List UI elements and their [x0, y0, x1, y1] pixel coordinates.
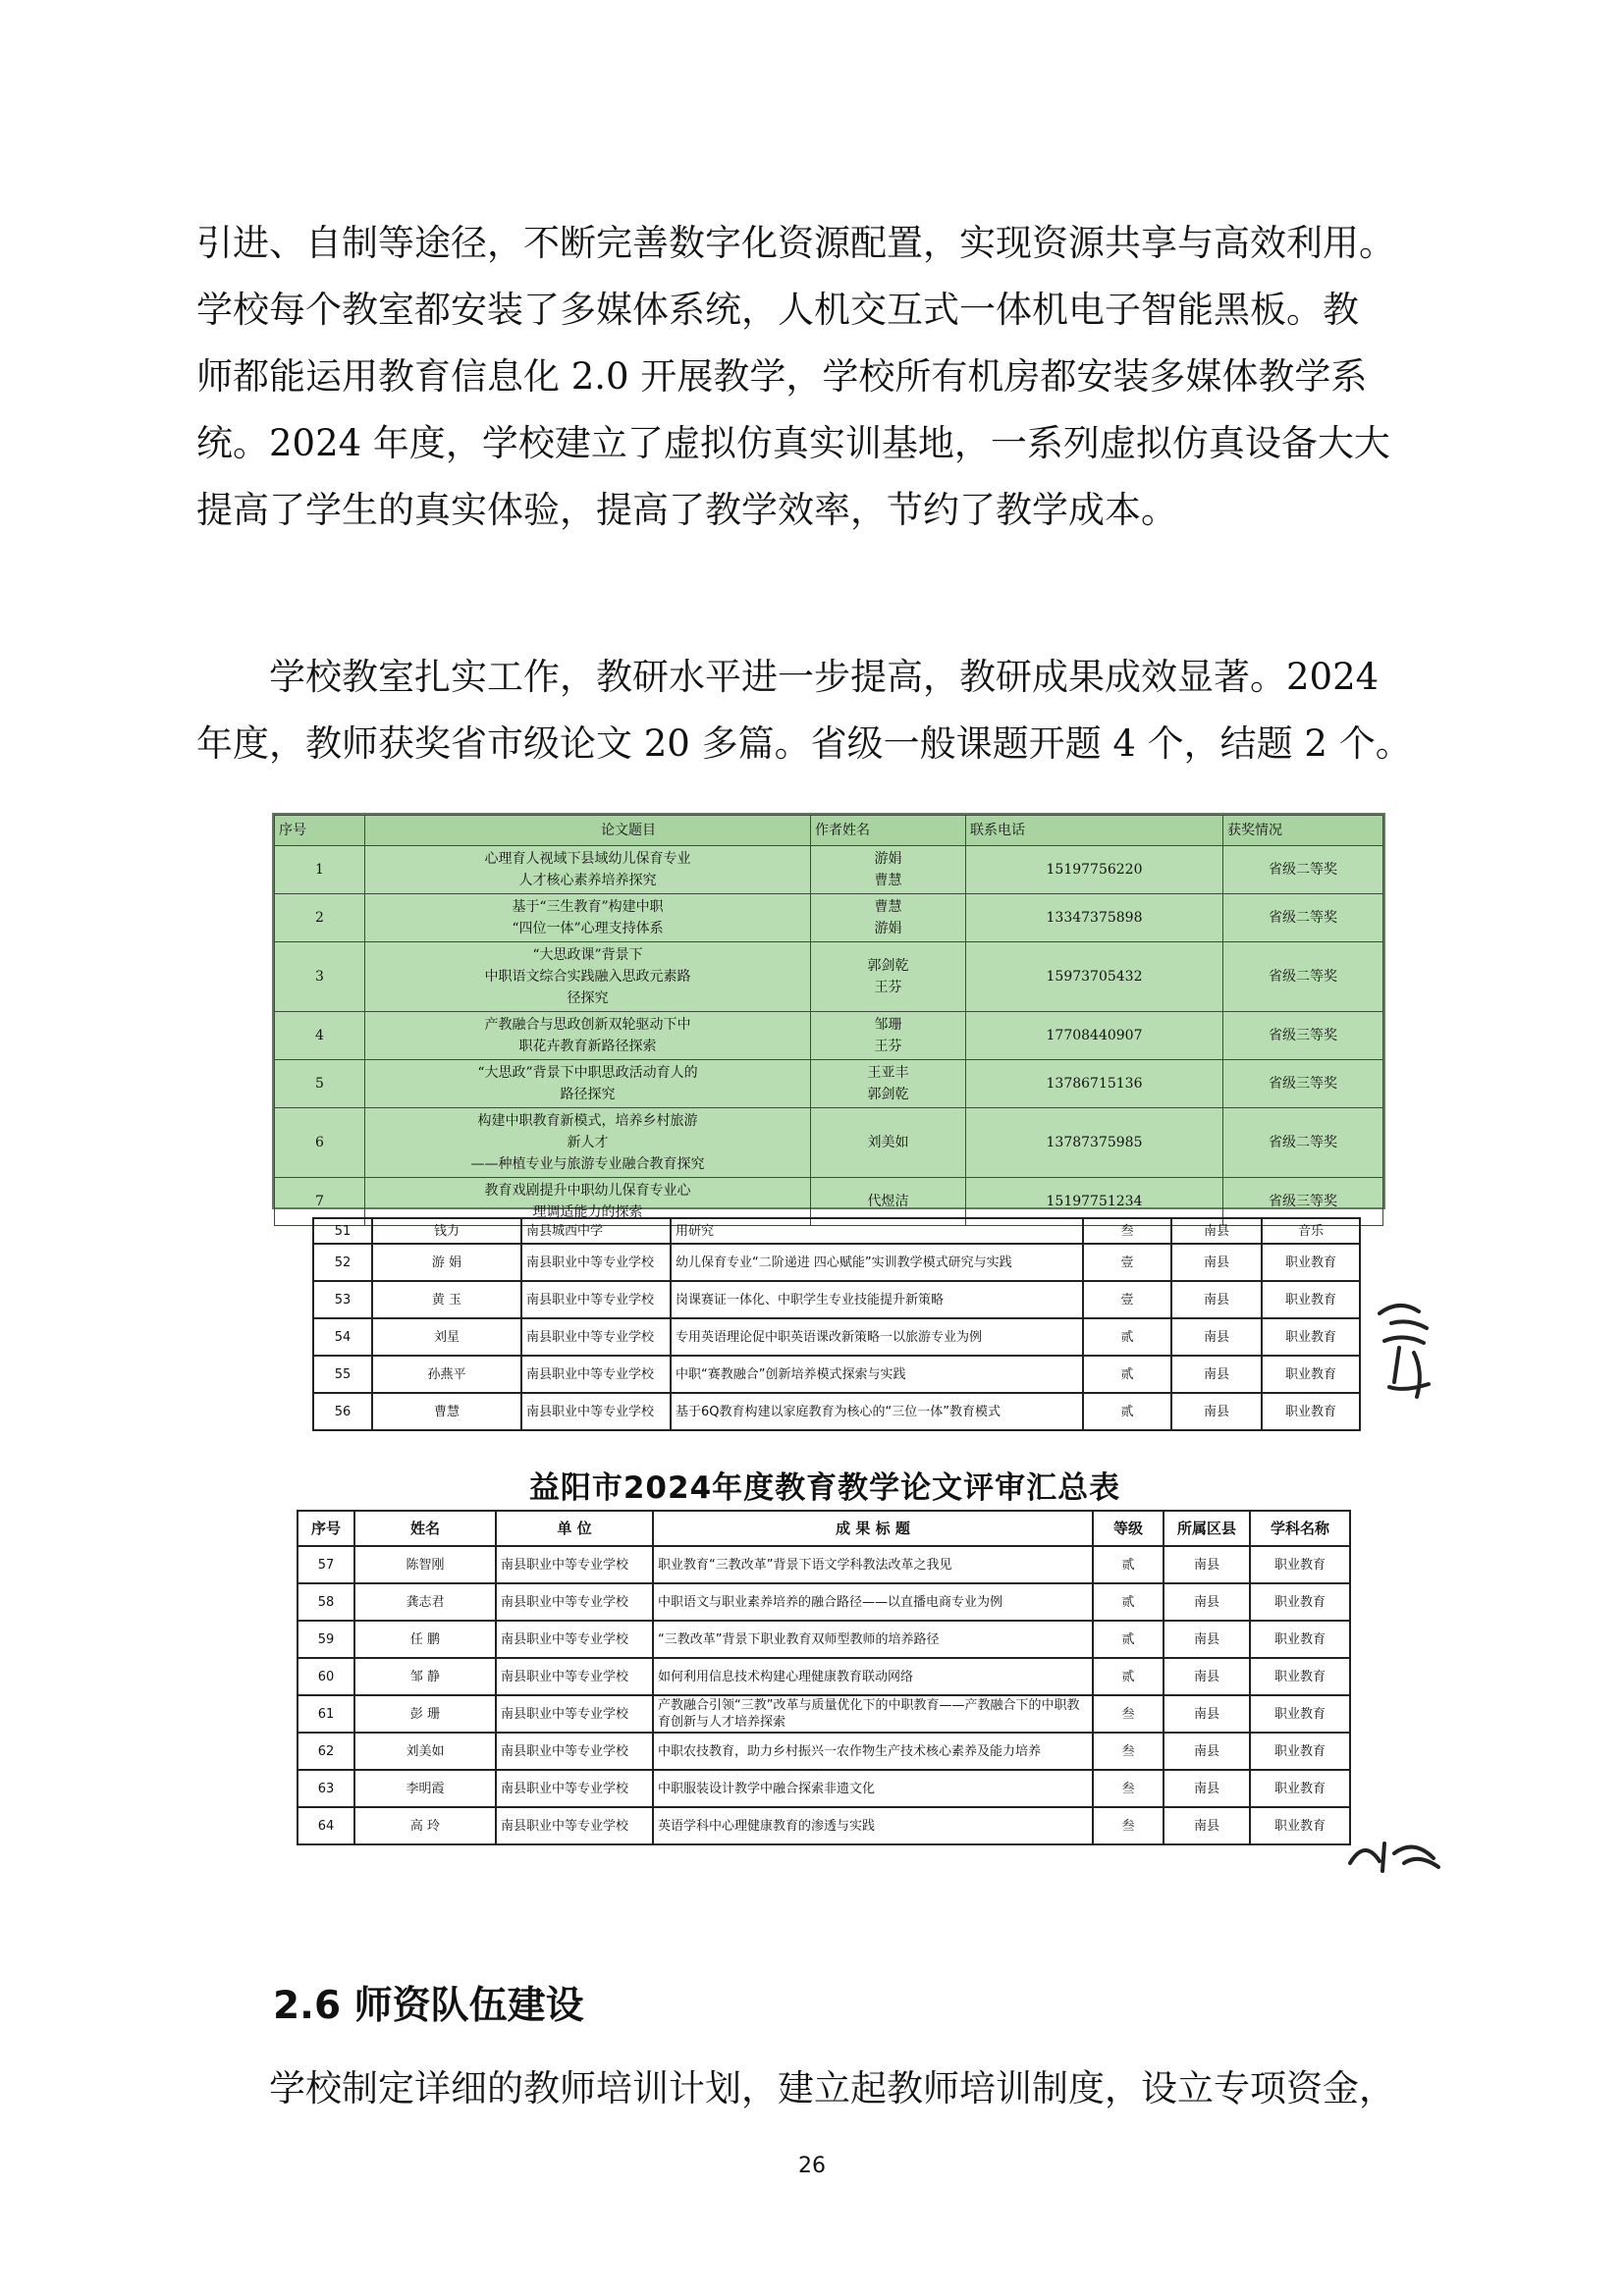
county: 南县 [1171, 1281, 1262, 1318]
author-name: 陈智刚 [354, 1546, 496, 1583]
result-title: 产教融合引领“三教”改革与质量优化下的中职教育——产教融合下的中职教育创新与人才培养探索 [653, 1695, 1093, 1733]
table-row [313, 1244, 1360, 1281]
author-name: 孙燕平 [372, 1356, 521, 1393]
county: 南县 [1164, 1546, 1250, 1583]
phone-number: 13347375898 [966, 894, 1223, 942]
county: 南县 [1164, 1770, 1250, 1807]
award-level: 省级三等奖 [1223, 1178, 1383, 1226]
unit-name: 南县职业中等专业学校 [521, 1281, 671, 1318]
unit-name: 南县职业中等专业学校 [496, 1546, 653, 1583]
county: 南县 [1164, 1807, 1250, 1844]
column-header: 姓名 [354, 1511, 496, 1546]
body-paragraph-3 [196, 2056, 1463, 2122]
grade: 贰 [1093, 1658, 1164, 1695]
result-title: 中职“赛教融合”创新培养模式探索与实践 [671, 1356, 1083, 1393]
result-title: 中职语文与职业素养培养的融合路径——以直播电商专业为例 [653, 1583, 1093, 1621]
row-number: 6 [275, 1108, 365, 1178]
grade: 壹 [1083, 1281, 1171, 1318]
row-number: 57 [298, 1546, 354, 1583]
row-number: 3 [275, 942, 365, 1012]
row-number: 52 [313, 1244, 372, 1281]
paper-title: “大思政”背景下中职思政活动育人的 路径探究 [365, 1060, 811, 1108]
unit-name: 南县城西中学 [521, 1218, 671, 1244]
award-level: 省级三等奖 [1223, 1012, 1383, 1060]
row-number: 61 [298, 1695, 354, 1733]
result-title: “三教改革”背景下职业教育双师型教师的培养路径 [653, 1621, 1093, 1658]
phone-number: 13787375985 [966, 1108, 1223, 1178]
body-paragraph-1 [196, 210, 1463, 544]
subject: 职业教育 [1262, 1393, 1360, 1430]
author-name: 邹 静 [354, 1658, 496, 1695]
subject: 职业教育 [1262, 1244, 1360, 1281]
unit-name: 南县职业中等专业学校 [496, 1621, 653, 1658]
row-number: 63 [298, 1770, 354, 1807]
county: 南县 [1171, 1393, 1262, 1430]
row-number: 64 [298, 1807, 354, 1844]
author-names: 游娟 曹慧 [811, 846, 966, 894]
text-line: 统。2024 年度，学校建立了虚拟仿真实训基地，一系列虚拟仿真设备大大 [196, 422, 1390, 464]
grade: 贰 [1093, 1546, 1164, 1583]
handwritten-signature [1345, 1834, 1443, 1873]
table-header-row [275, 816, 1383, 846]
row-number: 4 [275, 1012, 365, 1060]
grade: 贰 [1083, 1393, 1171, 1430]
table-row [298, 1695, 1350, 1733]
text-line: 引进、自制等途径，不断完善数字化资源配置，实现资源共享与高效利用。 [196, 222, 1395, 264]
table-row [313, 1393, 1360, 1430]
unit-name: 南县职业中等专业学校 [521, 1356, 671, 1393]
author-names: 代煜洁 [811, 1178, 966, 1226]
author-name: 游 娟 [372, 1244, 521, 1281]
paper-title: 产教融合与思政创新双轮驱动下中 职花卉教育新路径探索 [365, 1012, 811, 1060]
grade: 叁 [1093, 1733, 1164, 1770]
unit-name: 南县职业中等专业学校 [496, 1583, 653, 1621]
row-number: 51 [313, 1218, 372, 1244]
row-number: 53 [313, 1281, 372, 1318]
unit-name: 南县职业中等专业学校 [496, 1770, 653, 1807]
column-header: 等级 [1093, 1511, 1164, 1546]
row-number: 60 [298, 1658, 354, 1695]
author-name: 刘美如 [354, 1733, 496, 1770]
subject: 职业教育 [1250, 1546, 1350, 1583]
phone-number: 15197756220 [966, 846, 1223, 894]
table-row [313, 1356, 1360, 1393]
row-number: 5 [275, 1060, 365, 1108]
table-row [313, 1218, 1360, 1244]
result-title: 职业教育“三教改革”背景下语文学科教法改革之我见 [653, 1546, 1093, 1583]
grade: 叁 [1093, 1770, 1164, 1807]
subject: 职业教育 [1250, 1695, 1350, 1733]
column-header: 单 位 [496, 1511, 653, 1546]
table-row [298, 1583, 1350, 1621]
award-level: 省级三等奖 [1223, 1060, 1383, 1108]
table-row [298, 1770, 1350, 1807]
result-title: 基于6Q教育构建以家庭教育为核心的“三位一体”教育模式 [671, 1393, 1083, 1430]
award-level: 省级二等奖 [1223, 942, 1383, 1012]
row-number: 56 [313, 1393, 372, 1430]
author-names: 曹慧 游娟 [811, 894, 966, 942]
grade: 壹 [1083, 1244, 1171, 1281]
award-level: 省级二等奖 [1223, 1108, 1383, 1178]
paper-title: 构建中职教育新模式，培养乡村旅游 新人才 ——种植专业与旅游专业融合教育探究 [365, 1108, 811, 1178]
author-name: 刘星 [372, 1318, 521, 1356]
column-header: 作者姓名 [811, 816, 966, 846]
body-paragraph-2 [196, 644, 1463, 777]
grade: 贰 [1093, 1621, 1164, 1658]
subject: 职业教育 [1250, 1583, 1350, 1621]
row-number: 58 [298, 1583, 354, 1621]
author-name: 李明霞 [354, 1770, 496, 1807]
subject: 音乐 [1262, 1218, 1360, 1244]
row-number: 59 [298, 1621, 354, 1658]
subject: 职业教育 [1250, 1733, 1350, 1770]
section-heading: 2.6 师资队伍建设 [273, 1984, 584, 2028]
result-title: 幼儿保育专业“二阶递进 四心赋能”实训教学模式研究与实践 [671, 1244, 1083, 1281]
table-row [313, 1318, 1360, 1356]
result-title: 中职农技教育，助力乡村振兴一农作物生产技术核心素养及能力培养 [653, 1733, 1093, 1770]
county: 南县 [1164, 1621, 1250, 1658]
author-name: 高 玲 [354, 1807, 496, 1844]
county: 南县 [1164, 1583, 1250, 1621]
table-row [298, 1621, 1350, 1658]
column-header: 序号 [298, 1511, 354, 1546]
column-header: 论文题目 [365, 816, 811, 846]
page-number: 26 [798, 2154, 826, 2178]
row-number: 1 [275, 846, 365, 894]
row-number: 7 [275, 1178, 365, 1226]
county: 南县 [1171, 1244, 1262, 1281]
award-level: 省级二等奖 [1223, 894, 1383, 942]
text-line: 师都能运用教育信息化 2.0 开展教学，学校所有机房都安装多媒体教学系 [196, 355, 1368, 398]
text-line: 提高了学生的真实体验，提高了教学效率，节约了教学成本。 [196, 489, 1177, 531]
text-line: 学校每个教室都安装了多媒体系统，人机交互式一体机电子智能黑板。教 [196, 289, 1359, 331]
handwritten-signature [1370, 1294, 1438, 1412]
table-row [275, 1060, 1383, 1108]
table-row [275, 1012, 1383, 1060]
unit-name: 南县职业中等专业学校 [496, 1733, 653, 1770]
county: 南县 [1171, 1318, 1262, 1356]
summary-table-title: 益阳市2024年度教育教学论文评审汇总表 [528, 1470, 1121, 1506]
table-row [298, 1546, 1350, 1583]
scanned-table-top [312, 1217, 1361, 1431]
phone-number: 15973705432 [966, 942, 1223, 1012]
paper-title: “大思政课”背景下 中职语文综合实践融入思政元素路 径探究 [365, 942, 811, 1012]
author-name: 黄 玉 [372, 1281, 521, 1318]
result-title: 英语学科中心理健康教育的渗透与实践 [653, 1807, 1093, 1844]
subject: 职业教育 [1262, 1318, 1360, 1356]
table-row [298, 1807, 1350, 1844]
author-name: 龚志君 [354, 1583, 496, 1621]
author-name: 曹慧 [372, 1393, 521, 1430]
author-name: 钱力 [372, 1218, 521, 1244]
paper-title: 基于“三生教育”构建中职 “四位一体”心理支持体系 [365, 894, 811, 942]
table-row [275, 942, 1383, 1012]
table-row [298, 1658, 1350, 1695]
column-header: 成 果 标 题 [653, 1511, 1093, 1546]
unit-name: 南县职业中等专业学校 [496, 1807, 653, 1844]
text-line: 学校制定详细的教师培训计划，建立起教师培训制度，设立专项资金， [269, 2067, 1395, 2109]
award-table [274, 815, 1383, 1226]
column-header: 获奖情况 [1223, 816, 1383, 846]
subject: 职业教育 [1250, 1621, 1350, 1658]
scanned-table-bottom [297, 1510, 1351, 1845]
result-title: 如何利用信息技术构建心理健康教育联动网络 [653, 1658, 1093, 1695]
table-row [275, 894, 1383, 942]
column-header: 所属区县 [1164, 1511, 1250, 1546]
column-header: 联系电话 [966, 816, 1223, 846]
column-header: 学科名称 [1250, 1511, 1350, 1546]
author-names: 刘美如 [811, 1108, 966, 1178]
grade: 贰 [1093, 1583, 1164, 1621]
row-number: 55 [313, 1356, 372, 1393]
author-names: 邹珊 王芬 [811, 1012, 966, 1060]
table-header-row [298, 1511, 1350, 1546]
unit-name: 南县职业中等专业学校 [496, 1658, 653, 1695]
table-row [298, 1733, 1350, 1770]
table-row [275, 1108, 1383, 1178]
phone-number: 15197751234 [966, 1178, 1223, 1226]
table-row [275, 846, 1383, 894]
author-name: 任 鹏 [354, 1621, 496, 1658]
author-name: 彭 珊 [354, 1695, 496, 1733]
county: 南县 [1164, 1733, 1250, 1770]
paper-title: 教育戏剧提升中职幼儿保育专业心 理调适能力的探索 [365, 1178, 811, 1226]
county: 南县 [1164, 1658, 1250, 1695]
county: 南县 [1171, 1356, 1262, 1393]
result-title: 专用英语理论促中职英语课改新策略一以旅游专业为例 [671, 1318, 1083, 1356]
subject: 职业教育 [1262, 1356, 1360, 1393]
grade: 叁 [1093, 1695, 1164, 1733]
county: 南县 [1164, 1695, 1250, 1733]
author-names: 王亚丰 郭剑乾 [811, 1060, 966, 1108]
result-title: 中职服装设计教学中融合探索非遗文化 [653, 1770, 1093, 1807]
text-line: 学校教室扎实工作，教研水平进一步提高，教研成果成效显著。2024 [269, 656, 1380, 698]
subject: 职业教育 [1250, 1807, 1350, 1844]
author-names: 郭剑乾 王芬 [811, 942, 966, 1012]
grade: 贰 [1083, 1356, 1171, 1393]
unit-name: 南县职业中等专业学校 [521, 1393, 671, 1430]
grade: 叁 [1083, 1218, 1171, 1244]
result-title: 岗课赛证一体化、中职学生专业技能提升新策略 [671, 1281, 1083, 1318]
phone-number: 17708440907 [966, 1012, 1223, 1060]
subject: 职业教育 [1262, 1281, 1360, 1318]
phone-number: 13786715136 [966, 1060, 1223, 1108]
award-level: 省级二等奖 [1223, 846, 1383, 894]
paper-title: 心理育人视域下县域幼儿保育专业 人才核心素养培养探究 [365, 846, 811, 894]
subject: 职业教育 [1250, 1770, 1350, 1807]
grade: 叁 [1093, 1807, 1164, 1844]
unit-name: 南县职业中等专业学校 [521, 1318, 671, 1356]
unit-name: 南县职业中等专业学校 [496, 1695, 653, 1733]
row-number: 2 [275, 894, 365, 942]
table-row [313, 1281, 1360, 1318]
row-number: 62 [298, 1733, 354, 1770]
column-header: 序号 [275, 816, 365, 846]
county: 南县 [1171, 1218, 1262, 1244]
row-number: 54 [313, 1318, 372, 1356]
award-table-image [272, 813, 1385, 1220]
text-line: 年度，教师获奖省市级论文 20 多篇。省级一般课题开题 4 个，结题 2 个。 [196, 722, 1412, 765]
unit-name: 南县职业中等专业学校 [521, 1244, 671, 1281]
subject: 职业教育 [1250, 1658, 1350, 1695]
grade: 贰 [1083, 1318, 1171, 1356]
result-title: 用研究 [671, 1218, 1083, 1244]
